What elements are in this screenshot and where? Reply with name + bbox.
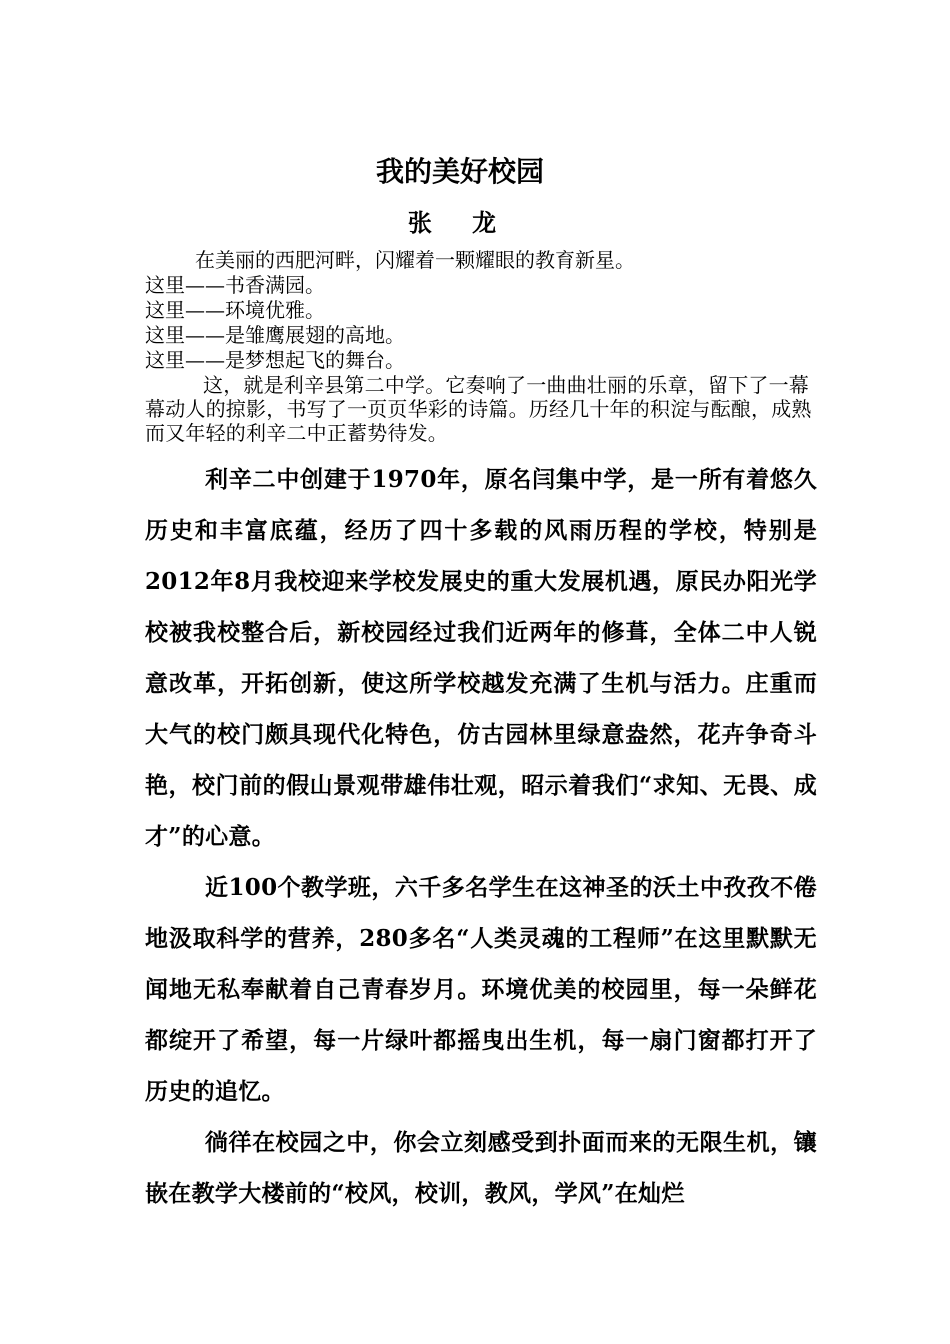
intro-paragraph: 这，就是利辛县第二中学。它奏响了一曲曲壮丽的乐章，留下了一幕幕动人的掠影，书写了一页页华彩的诗篇。历经几十年的积淀与酝酿，成熟而又年轻的利辛二中正蓄势待发。 <box>145 373 812 445</box>
body-paragraph-2: 近100个教学班，六千多名学生在这神圣的沃土中孜孜不倦地汲取科学的营养，280多名“人类灵魂的工程师”在这里默默无闻地无私奉献着自己青春岁月。环境优美的校园里，每一朵鲜花都绽开了希望，每一片绿叶都摇曳出生机，每一扇门窗都打开了历史的追忆。 <box>145 874 817 1105</box>
body-paragraph-3: 徜徉在校园之中，你会立刻感受到扑面而来的无限生机，镶嵌在教学大楼前的“校风，校训，教风，学风”在灿烂 <box>145 1129 817 1207</box>
body-text <box>145 454 817 1219</box>
intro-line-1: 在美丽的西肥河畔，闪耀着一颗耀眼的教育新星。 <box>195 248 635 272</box>
document-title: 我的美好校园 <box>375 155 544 188</box>
intro-line-5: 这里——是梦想起飞的舞台。 <box>145 348 405 372</box>
intro-line-2: 这里——书香满园。 <box>145 273 325 297</box>
body-paragraph-1: 利辛二中创建于1970年，原名闫集中学，是一所有着悠久历史和丰富底蕴，经历了四十多载的风雨历程的学校，特别是2012年8月我校迎来学校发展史的重大发展机遇，原民办阳光学校被我校整合后，新校园经过我们近两年的修葺，全体二中人锐意改革，开拓创新，使这所学校越发充满了生机与活力。庄重而大气的校门颇具现代化特色，仿古园林里绿意盎然，花卉争奇斗艳，校门前的假山景观带雄伟壮观，昭示着我们“求知、无畏、成才”的心意。 <box>145 466 817 850</box>
intro-section <box>145 248 815 445</box>
intro-line-3: 这里——环境优雅。 <box>145 298 325 322</box>
document-author: 张 龙 <box>407 208 513 237</box>
intro-line-4: 这里——是雏鹰展翅的高地。 <box>145 323 405 347</box>
